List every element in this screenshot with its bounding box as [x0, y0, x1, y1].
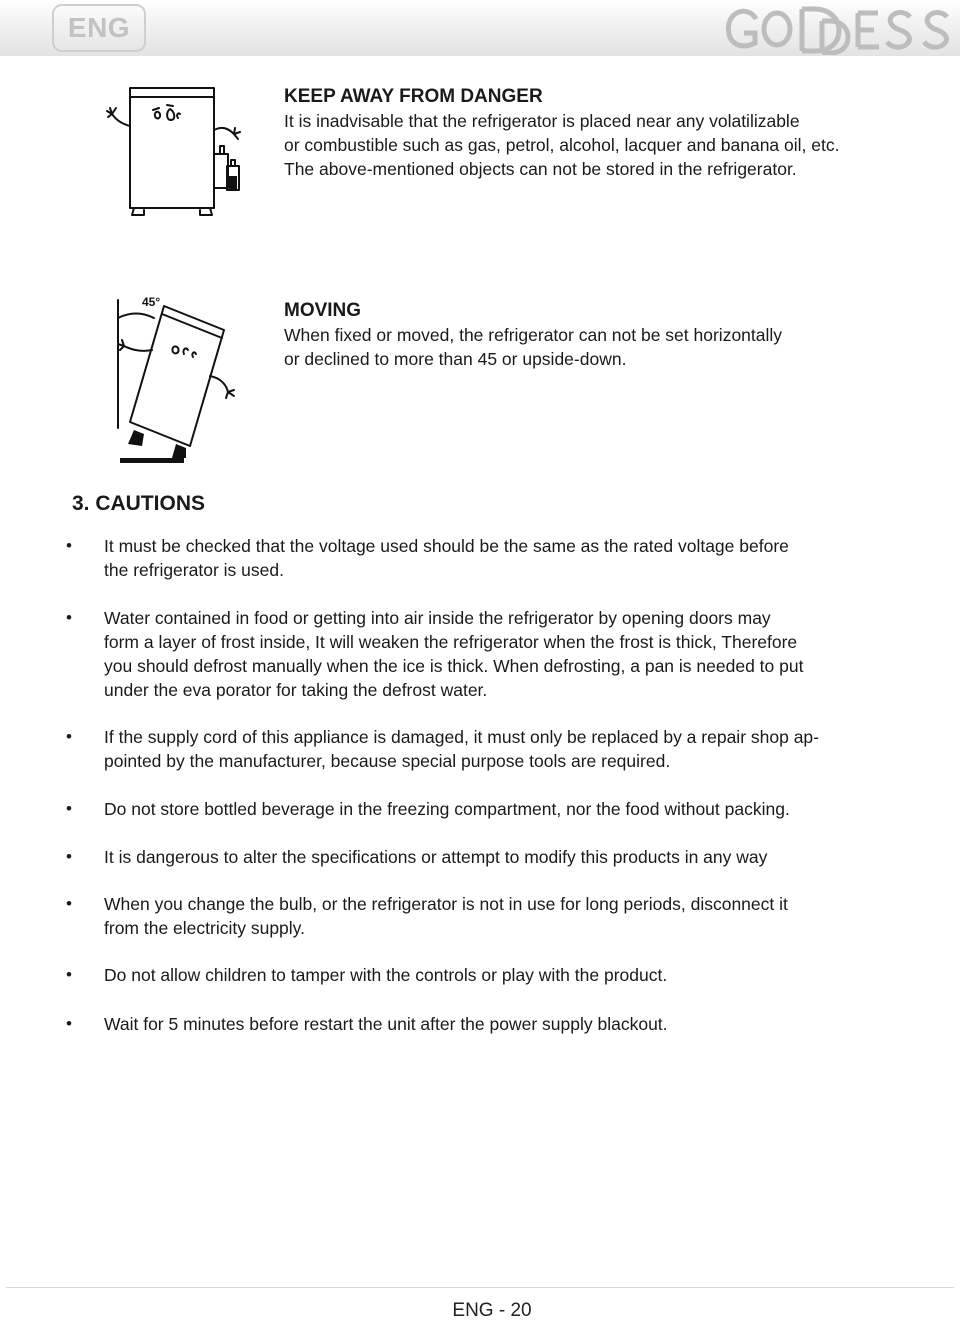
brand-logo	[722, 3, 960, 55]
bullet-marker: •	[66, 608, 72, 627]
cautions-heading: 3. CAUTIONS	[72, 492, 206, 515]
danger-title: KEEP AWAY FROM DANGER	[284, 86, 543, 107]
page-number: ENG - 20	[452, 1300, 532, 1321]
keep-away-illustration	[104, 84, 244, 220]
language-tab: ENG	[52, 4, 146, 52]
bullet-marker: •	[66, 965, 72, 984]
moving-line-1: When fixed or moved, the refrigerator can not be set horizontally	[284, 325, 783, 345]
bullet-marker: •	[66, 894, 72, 913]
danger-line-2: or combustible such as gas, petrol, alcohol, lacquer and banana oil, etc.	[284, 135, 840, 155]
bullet-marker: •	[66, 727, 72, 746]
danger-line-1: It is inadvisable that the refrigerator is placed near any volatilizable	[284, 111, 800, 131]
footer-divider	[6, 1287, 954, 1288]
bullet-marker: •	[66, 1014, 72, 1033]
danger-line-3: The above-mentioned objects can not be stored in the refrigerator.	[284, 159, 797, 179]
bullet-marker: •	[66, 847, 72, 866]
moving-tilt-illustration	[108, 292, 244, 464]
bullet-marker: •	[66, 536, 72, 555]
bullet-marker: •	[66, 799, 72, 818]
moving-title: MOVING	[284, 300, 362, 321]
angle-label: 45°	[142, 295, 161, 309]
moving-line-2: or declined to more than 45 or upside-down.	[284, 349, 627, 369]
